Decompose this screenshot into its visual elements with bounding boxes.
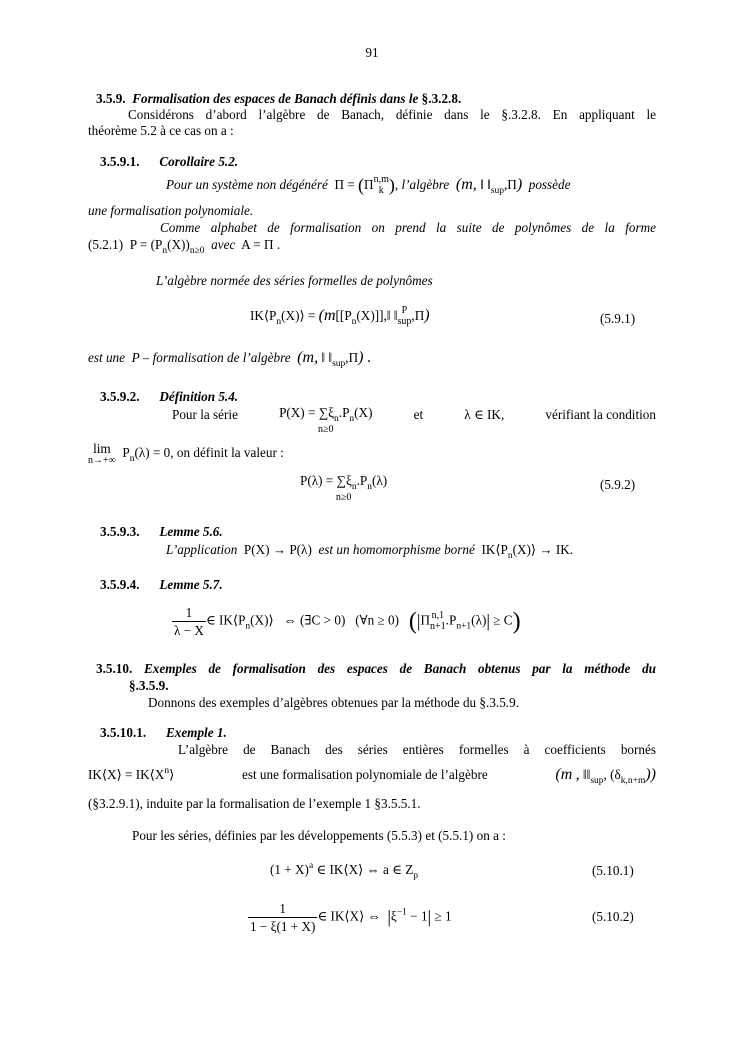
math-m: (m	[318, 307, 336, 324]
section-title: Exemples de formalisation des espaces de Banach obtenus par la méthode du	[143, 661, 657, 676]
equation-5-10-2	[248, 900, 452, 935]
text: et	[413, 407, 424, 422]
pi-sup: n,1	[431, 610, 445, 622]
paren: )	[516, 176, 523, 193]
frac-den: λ − X	[174, 623, 204, 639]
lemma-line	[166, 541, 573, 562]
math: A = Π .	[241, 237, 281, 252]
math: (λ)	[371, 473, 388, 488]
corollary-line-4	[88, 236, 280, 257]
corollary-line-3: Comme alphabet de formalisation on prend la suite de polynômes de la forme	[160, 220, 656, 235]
equation-number: (5.10.2)	[592, 909, 634, 924]
equation-5-10-1	[270, 860, 418, 882]
math: P(X) → P(λ)	[243, 542, 312, 557]
math-part: , (δ	[603, 767, 621, 782]
section-heading-3-5-10	[96, 660, 656, 677]
subsection-title: Corollaire 5.2.	[159, 154, 239, 169]
text: est un homomorphisme borné	[318, 542, 475, 557]
section-title: Formalisation des espaces de Banach définis dans le	[132, 91, 419, 106]
pi-indices	[374, 175, 389, 196]
math: (∀n ≥ 0)	[355, 612, 399, 628]
alg-m: m	[302, 349, 315, 366]
paren: )	[512, 608, 521, 635]
example-line-4: Pour les séries, définies par les développements (5.5.3) et (5.5.1) on a :	[132, 828, 506, 843]
ref: (5.2.1)	[88, 237, 124, 252]
equation-lemma-5-7	[172, 604, 521, 639]
subsection-heading-3-5-9-2	[100, 388, 238, 405]
math: .P	[338, 405, 350, 420]
subsection-title: Lemme 5.7.	[159, 577, 223, 592]
math: P(X) = ∑ξ	[279, 405, 335, 420]
section-number: 3.5.9.	[96, 91, 126, 106]
norm-P: P	[401, 305, 408, 317]
math: P = (P	[129, 237, 163, 252]
text: possède	[528, 177, 571, 192]
subsection-heading-3-5-9-4	[100, 576, 223, 593]
abs-bar: |	[416, 610, 421, 631]
math-algebra: (m , $‖‖_{sup}$, $(\delta_{k,n+m})$)	[555, 766, 656, 786]
alg-m: m	[461, 176, 473, 193]
fraction	[248, 900, 317, 935]
lim-under: n→+∞	[88, 454, 116, 466]
sub: n	[129, 454, 135, 465]
frac-den: 1 − ξ(1 + X)	[250, 919, 316, 935]
sub: n	[245, 621, 251, 632]
math: ξ	[390, 908, 397, 924]
text: est une	[88, 350, 125, 365]
subsection-title: Définition 5.4.	[159, 389, 239, 404]
pi-sub: k	[378, 184, 384, 196]
math: P(λ) = ∑ξ	[300, 473, 352, 488]
math-algebra-m: (m,	[455, 176, 477, 193]
math: (X)]],	[356, 308, 387, 323]
math-pi: Π	[364, 177, 374, 192]
math: (X)⟩	[250, 612, 274, 628]
text: , l’algèbre	[394, 177, 450, 192]
sum-under: n≥0	[318, 423, 334, 435]
series	[279, 405, 373, 424]
corollary-line-5: L’algèbre normée des séries formelles de polynômes	[156, 273, 433, 288]
sub: n	[507, 551, 513, 561]
math: ∈ IK⟨P	[205, 612, 246, 628]
pi-tail: ,Π	[503, 177, 517, 192]
subsection-number: 3.5.9.1.	[100, 154, 140, 169]
sub: n	[349, 414, 355, 424]
sub: n	[351, 317, 357, 327]
subsection-number: 3.5.10.1.	[100, 725, 147, 740]
sub: n	[351, 482, 357, 492]
paragraph-line: Considérons d’abord l’algèbre de Banach, définie dans le §.3.2.8. En appliquant le	[128, 107, 656, 122]
subsection-number: 3.5.9.4.	[100, 577, 140, 592]
paragraph-line: Donnons des exemples d’algèbres obtenues par la méthode du §.3.5.9.	[148, 695, 519, 710]
math: [[P	[335, 308, 352, 323]
corollary-line-2: une formalisation polynomiale.	[88, 203, 254, 218]
subsection-title: Exemple 1.	[165, 725, 227, 740]
math-pi: Π	[420, 612, 431, 628]
sum-under: n≥0	[335, 491, 352, 503]
text: avec	[211, 237, 236, 252]
page-number: 91	[365, 45, 379, 60]
sub: n	[162, 246, 168, 256]
sub: p	[413, 871, 419, 881]
norm-sup: sup	[397, 315, 412, 327]
sub: n≥0	[189, 246, 205, 256]
text: vérifiant la condition	[545, 407, 656, 422]
eq-m: m	[323, 307, 336, 324]
math: IK⟨P	[250, 308, 277, 323]
math: ≥ 1	[434, 908, 452, 924]
abs-bar: |	[387, 906, 391, 927]
pi-indices	[430, 611, 446, 632]
math: .P	[356, 473, 368, 488]
paren: )	[424, 307, 430, 324]
limit	[88, 442, 116, 466]
math: − 1	[410, 908, 428, 924]
section-number: 3.5.10.	[96, 661, 133, 676]
corollary-line-6: est une P – formalisation de l’algèbre (m, ‖ $‖_{sup},\Pi$) .	[88, 349, 372, 369]
section-heading-3-5-9	[96, 90, 461, 107]
sub: n	[367, 482, 372, 492]
math: (X)⟩ =	[281, 308, 319, 323]
math: ,Π	[411, 308, 425, 323]
paren: )	[388, 175, 395, 195]
equation-5-9-2	[300, 474, 387, 503]
math-pi-eq: Π =	[334, 177, 359, 192]
subsection-number: 3.5.9.3.	[100, 524, 140, 539]
sup-label: sup	[332, 359, 346, 369]
math: P	[122, 445, 130, 461]
pi-sub: n+1	[430, 620, 446, 632]
sup-label: sup	[490, 186, 504, 196]
text: Pour la série	[172, 407, 238, 422]
math	[88, 765, 174, 783]
paren: (	[358, 175, 365, 195]
norm-indices	[398, 306, 412, 327]
section-title-line-2: §.3.5.9.	[129, 678, 169, 693]
math: λ ∈ IK,	[464, 407, 505, 422]
math: ⇔ (∃C > 0)	[283, 612, 346, 628]
abs-bar: |	[427, 906, 432, 927]
math: ∈ IK⟨X⟩ ⇔ a ∈ Z	[316, 862, 414, 877]
math: (X))	[167, 237, 190, 252]
frac-num: 1	[172, 604, 206, 622]
math-m: (m,	[297, 349, 319, 366]
paragraph-line: théorème 5.2 à ce cas on a :	[88, 123, 234, 138]
math-part: ⟩	[169, 767, 175, 782]
sub: n	[334, 414, 339, 424]
sup-label: sup	[590, 776, 604, 786]
equation-number: (5.9.1)	[600, 311, 636, 326]
math: IK⟨P	[481, 542, 508, 557]
sub: n+1	[456, 621, 472, 632]
section-ref: §.3.2.8.	[421, 91, 462, 106]
text: L’application	[166, 542, 238, 557]
paren: (	[408, 608, 417, 635]
equation-5-9-1: $IK⟨P_n(X)⟩$ = ($m[[P_n(X)]],‖$ ‖ P sup ,Π)	[250, 305, 430, 327]
subsection-number: 3.5.9.2.	[100, 389, 140, 404]
series-expr	[300, 474, 387, 503]
lim: lim	[93, 441, 111, 456]
sub: n	[276, 317, 282, 327]
subsection-heading-3-5-10-1	[100, 724, 227, 741]
example-line-2	[88, 765, 656, 787]
math-m: (m	[555, 766, 573, 783]
math: .P	[445, 612, 457, 628]
math: ≥ C	[493, 612, 513, 628]
math: (X)⟩ → IK.	[512, 542, 574, 557]
subsection-heading-3-5-9-1	[100, 153, 238, 170]
series-expr	[279, 406, 372, 435]
math: (1 + X)	[270, 862, 309, 877]
sup: a	[308, 861, 314, 871]
subsection-heading-3-5-9-3	[100, 523, 223, 540]
paren: ))	[645, 766, 656, 783]
text: Pour un système non dégénéré	[166, 177, 328, 192]
example-line-1: L’algèbre de Banach des séries entières formelles à coefficients bornés	[178, 742, 656, 757]
example-line-3: (§3.2.9.1), induite par la formalisation de l’exemple 1 §3.5.5.1.	[88, 796, 421, 811]
fraction	[172, 604, 206, 639]
math: ,Π	[345, 350, 359, 365]
pi-sup: n,m	[373, 174, 389, 186]
math: ∈ IK⟨X⟩ ⇔	[317, 908, 381, 924]
corollary-line-1: Pour un système non dégénéré Π = (Π n,m k ), l’algèbre (m, ‖ $‖_{sup},\Pi$) possède	[166, 174, 571, 196]
math: (X)	[354, 405, 373, 420]
abs-bar: |	[486, 610, 490, 631]
math: (λ)	[471, 612, 487, 628]
text: est une formalisation polynomiale de l’algèbre	[241, 767, 488, 782]
equation-number: (5.9.2)	[600, 477, 636, 492]
paren: ) .	[358, 349, 372, 366]
frac-num: 1	[248, 900, 317, 918]
math-comma: ,	[575, 766, 580, 783]
subsection-title: Lemme 5.6.	[159, 524, 223, 539]
sup: n	[164, 766, 170, 776]
text: P – formalisation de l’algèbre	[131, 350, 291, 365]
text: , on définit la valeur :	[170, 445, 284, 461]
series	[300, 473, 388, 492]
equation-number: (5.10.1)	[592, 863, 634, 878]
sup: −1	[396, 907, 407, 918]
definition-line-1	[172, 406, 656, 435]
math-part: IK⟨X⟩ = IK⟨X	[88, 767, 165, 782]
definition-line-2	[88, 442, 284, 466]
sub: k,n+m	[620, 776, 646, 786]
math: (λ) = 0	[134, 445, 171, 461]
